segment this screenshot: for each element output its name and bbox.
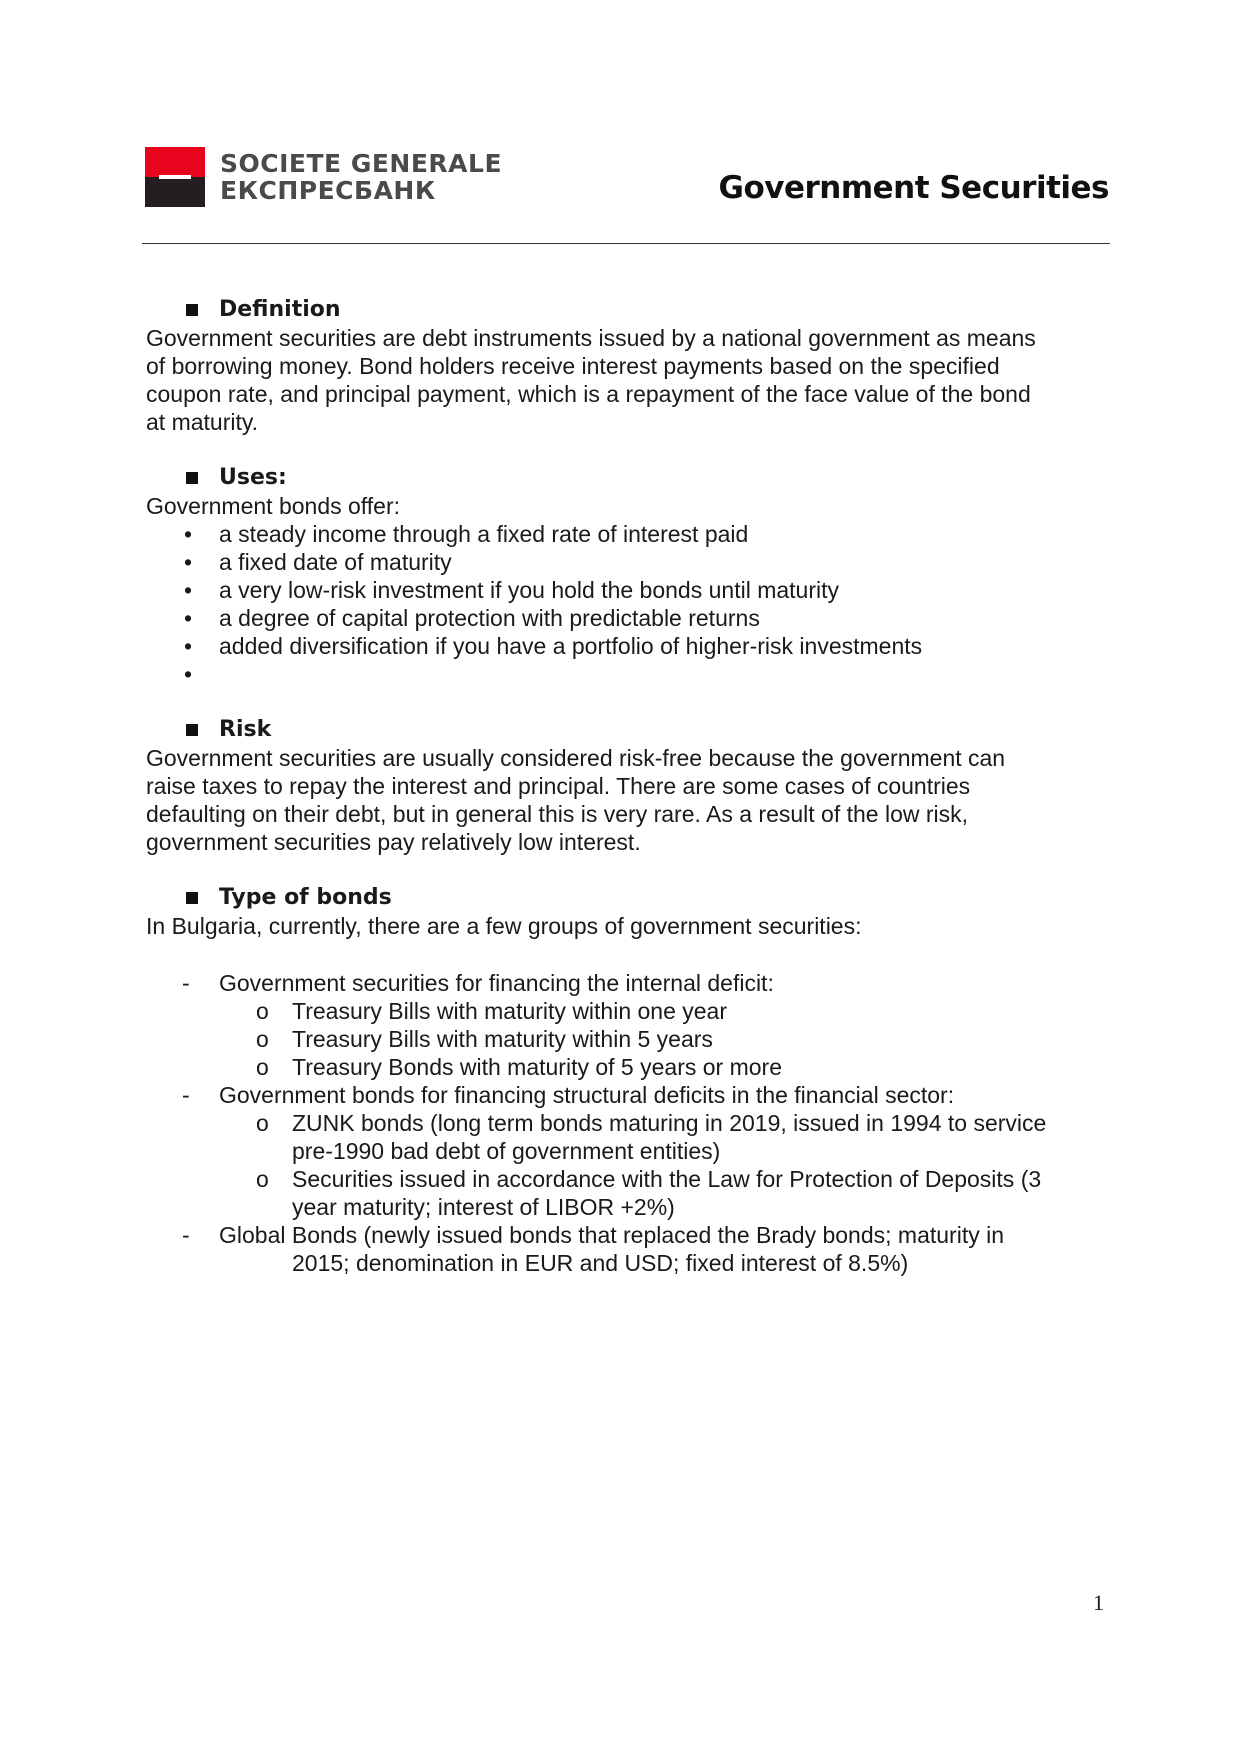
paragraph-line: government securities pay relatively low interest. (146, 829, 641, 855)
logo-line-2: ЕКСПРЕСБАНК (220, 176, 436, 205)
circle-bullet: o (256, 1110, 269, 1136)
circle-bullet: o (256, 998, 269, 1024)
document-title: Government Securities (718, 170, 1109, 206)
page-number: 1 (1093, 1590, 1104, 1615)
header-rule (142, 243, 1110, 244)
dash-bullet: - (182, 970, 190, 996)
paragraph-line: defaulting on their debt, but in general this is very rare. As a result of the low risk, (146, 801, 969, 827)
sub-list-item (146, 1053, 1116, 1081)
heading-text: Type of bonds (219, 885, 392, 910)
sub-item-text: Treasury Bonds with maturity of 5 years or more (292, 1054, 782, 1080)
uses-intro: Government bonds offer: (146, 493, 400, 519)
types-intro: In Bulgaria, currently, there are a few groups of government securities: (146, 913, 862, 939)
sub-item-text: pre-1990 bad debt of government entities) (292, 1138, 721, 1164)
paragraph-line: at maturity. (146, 409, 259, 435)
circle-bullet: o (256, 1026, 269, 1052)
sub-list-item (146, 997, 1116, 1025)
list-item: • added diversification if you have a portfolio of higher-risk investments (146, 632, 1116, 660)
group-text: Global Bonds (newly issued bonds that replaced the Brady bonds; maturity in (219, 1222, 1004, 1248)
list-item: • a degree of capital protection with predictable returns (146, 604, 1116, 632)
sub-list-item (146, 1165, 1116, 1221)
paragraph-line: raise taxes to repay the interest and principal. There are some cases of countries (146, 773, 971, 799)
section-heading-definition (146, 296, 1116, 324)
logo-text (220, 150, 502, 204)
sub-item-text: year maturity; interest of LIBOR +2%) (292, 1194, 675, 1220)
paragraph-line: of borrowing money. Bond holders receive interest payments based on the specified (146, 353, 1000, 379)
paragraph-line: Government securities are usually considered risk-free because the government can (146, 745, 1006, 771)
company-logo (145, 147, 540, 207)
circle-bullet: o (256, 1166, 269, 1192)
group-text: Government securities for financing the internal deficit: (219, 970, 774, 996)
square-bullet-icon (186, 472, 198, 484)
section-heading-uses (146, 464, 1116, 492)
bond-group-global (146, 1221, 1116, 1249)
heading-text: Uses: (219, 465, 287, 490)
sub-item-text: Treasury Bills with maturity within 5 years (292, 1026, 713, 1052)
sub-item-text: Treasury Bills with maturity within one year (292, 998, 728, 1024)
logo-mark-icon (145, 147, 205, 207)
sub-list-item (146, 1025, 1116, 1053)
section-heading-types (146, 884, 1116, 912)
square-bullet-icon (186, 892, 198, 904)
square-bullet-icon (186, 304, 198, 316)
list-item: • a very low-risk investment if you hold the bonds until maturity (146, 576, 1116, 604)
group-text: Government bonds for financing structural deficits in the financial sector: (219, 1082, 955, 1108)
risk-paragraph (146, 744, 1116, 856)
uses-list (146, 520, 1116, 688)
square-bullet-icon (186, 724, 198, 736)
section-heading-risk (146, 716, 1116, 744)
list-item: • a steady income through a fixed rate of interest paid (146, 520, 1116, 548)
heading-text: Definition (219, 297, 341, 322)
list-item: • a fixed date of maturity (146, 548, 1116, 576)
sub-list-item (146, 1109, 1116, 1165)
group-continuation: 2015; denomination in EUR and USD; fixed interest of 8.5%) (292, 1250, 909, 1276)
dash-bullet: - (182, 1082, 190, 1108)
definition-paragraph (146, 324, 1116, 436)
logo-line-1: SOCIETE GENERALE (220, 149, 503, 178)
document-body (146, 296, 1116, 1277)
bond-group-structural (146, 1081, 1116, 1109)
paragraph-line: Government securities are debt instruments issued by a national government as means (146, 325, 1036, 351)
heading-text: Risk (219, 717, 272, 742)
paragraph-line: coupon rate, and principal payment, which is a repayment of the face value of the bond (146, 381, 1031, 407)
sub-item-text: Securities issued in accordance with the Law for Protection of Deposits (3 (292, 1166, 1042, 1192)
bond-group-internal (146, 969, 1116, 997)
sub-item-text: ZUNK bonds (long term bonds maturing in 2019, issued in 1994 to service (292, 1110, 1047, 1136)
list-item (146, 660, 1116, 688)
dash-bullet: - (182, 1222, 190, 1248)
circle-bullet: o (256, 1054, 269, 1080)
